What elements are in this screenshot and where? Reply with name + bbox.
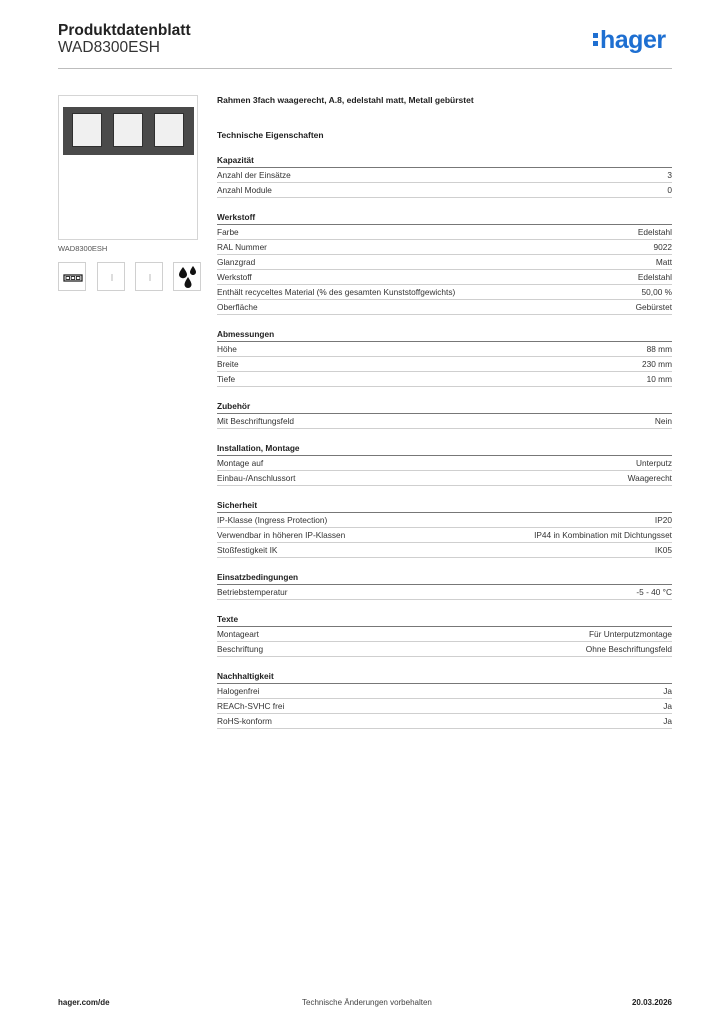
spec-label: IP-Klasse (Ingress Protection) — [217, 515, 328, 525]
section-heading: Einsatzbedingungen — [217, 570, 672, 585]
section-heading: Nachhaltigkeit — [217, 669, 672, 684]
spec-label: RAL Nummer — [217, 242, 267, 252]
spec-value: 88 mm — [646, 344, 672, 354]
spec-section — [217, 669, 672, 729]
spec-row — [217, 585, 672, 600]
page-title: Produktdatenblatt — [58, 22, 191, 39]
spec-row — [217, 255, 672, 270]
spec-label: Farbe — [217, 227, 239, 237]
spec-row — [217, 456, 672, 471]
product-image[interactable] — [58, 95, 198, 240]
spec-value: 50,00 % — [641, 287, 672, 297]
spec-value: 10 mm — [646, 374, 672, 384]
spec-label: Breite — [217, 359, 239, 369]
spec-section — [217, 570, 672, 600]
spec-value: 0 — [667, 185, 672, 195]
spec-value: Nein — [654, 416, 672, 426]
spec-label: Oberfläche — [217, 302, 258, 312]
spec-row — [217, 513, 672, 528]
section-heading: Texte — [217, 612, 672, 627]
spec-label: Glanzgrad — [217, 257, 256, 267]
section-heading: Kapazität — [217, 153, 672, 168]
spec-row — [217, 183, 672, 198]
spec-sections — [217, 153, 672, 729]
spec-label: Anzahl Module — [217, 185, 272, 195]
spec-row — [217, 684, 672, 699]
spec-label: Enthält recyceltes Material (% des gesamten Kunststoffgewichts) — [217, 287, 456, 297]
spec-row — [217, 225, 672, 240]
spec-value: Für Unterputzmontage — [588, 629, 672, 639]
spec-section — [217, 153, 672, 198]
spec-row — [217, 699, 672, 714]
spec-row — [217, 414, 672, 429]
spec-value: Edelstahl — [637, 227, 672, 237]
spec-value: Unterputz — [636, 458, 672, 468]
footer-website[interactable]: hager.com/de — [58, 998, 110, 1007]
spec-section — [217, 441, 672, 486]
spec-label: Beschriftung — [217, 644, 264, 654]
spec-label: Tiefe — [217, 374, 236, 384]
spec-section — [217, 612, 672, 657]
spec-value: Matt — [655, 257, 672, 267]
spec-label: Stoßfestigkeit IK — [217, 545, 278, 555]
section-heading: Abmessungen — [217, 327, 672, 342]
spec-value: Ohne Beschriftungsfeld — [585, 644, 672, 654]
spec-label: REACh-SVHC frei — [217, 701, 285, 711]
spec-label: Montageart — [217, 629, 259, 639]
header-divider — [58, 68, 672, 69]
spec-value: Waagerecht — [627, 473, 672, 483]
tech-properties-title: Technische Eigenschaften — [217, 130, 324, 140]
spec-row — [217, 240, 672, 255]
spec-value: 3 — [667, 170, 672, 180]
product-description: Rahmen 3fach waagerecht, A.8, edelstahl matt, Metall gebürstet — [217, 95, 474, 105]
spec-row — [217, 357, 672, 372]
spec-value: IK05 — [654, 545, 672, 555]
spec-section — [217, 210, 672, 315]
spec-value: Gebürstet — [635, 302, 672, 312]
spec-label: RoHS-konform — [217, 716, 272, 726]
frame-image — [63, 107, 194, 155]
spec-value: Ja — [663, 701, 672, 711]
logo-dots-icon — [593, 33, 598, 49]
spec-label: Anzahl der Einsätze — [217, 170, 291, 180]
spec-label: Betriebstemperatur — [217, 587, 288, 597]
spec-row — [217, 471, 672, 486]
spec-label: Verwendbar in höheren IP-Klassen — [217, 530, 346, 540]
spec-label: Werkstoff — [217, 272, 252, 282]
footer-notice: Technische Änderungen vorbehalten — [302, 998, 432, 1007]
hager-logo[interactable] — [593, 27, 666, 53]
spec-label: Montage auf — [217, 458, 264, 468]
section-heading: Sicherheit — [217, 498, 672, 513]
spec-row — [217, 627, 672, 642]
spec-label: Mit Beschriftungsfeld — [217, 416, 295, 426]
spec-row — [217, 270, 672, 285]
spec-section — [217, 327, 672, 387]
spec-section — [217, 399, 672, 429]
image-caption: WAD8300ESH — [58, 244, 108, 253]
spec-value: IP44 in Kombination mit Dichtungsset — [534, 530, 672, 540]
section-heading: Zubehör — [217, 399, 672, 414]
logo-text: hager — [600, 26, 666, 54]
spec-row — [217, 300, 672, 315]
spec-section — [217, 498, 672, 558]
spec-value: IP20 — [654, 515, 672, 525]
spec-label: Einbau-/Anschlussort — [217, 473, 296, 483]
spec-label: Höhe — [217, 344, 237, 354]
info-icon — [135, 262, 163, 291]
spec-value: -5 - 40 °C — [636, 587, 672, 597]
spec-row — [217, 543, 672, 558]
spec-value: 9022 — [653, 242, 672, 252]
spec-row — [217, 528, 672, 543]
datasheet-content — [217, 93, 672, 729]
product-sku: WAD8300ESH — [58, 39, 160, 56]
section-heading: Installation, Montage — [217, 441, 672, 456]
spec-row — [217, 285, 672, 300]
drops-icon — [173, 262, 201, 291]
info-icon — [97, 262, 125, 291]
frame-3gang-icon — [58, 262, 86, 291]
spec-value: 230 mm — [642, 359, 672, 369]
spec-value: Edelstahl — [637, 272, 672, 282]
spec-row — [217, 342, 672, 357]
spec-row — [217, 372, 672, 387]
spec-row — [217, 168, 672, 183]
spec-label: Halogenfrei — [217, 686, 260, 696]
spec-value: Ja — [663, 686, 672, 696]
footer-date: 20.03.2026 — [631, 998, 672, 1007]
section-heading: Werkstoff — [217, 210, 672, 225]
spec-row — [217, 714, 672, 729]
spec-row — [217, 642, 672, 657]
spec-value: Ja — [663, 716, 672, 726]
